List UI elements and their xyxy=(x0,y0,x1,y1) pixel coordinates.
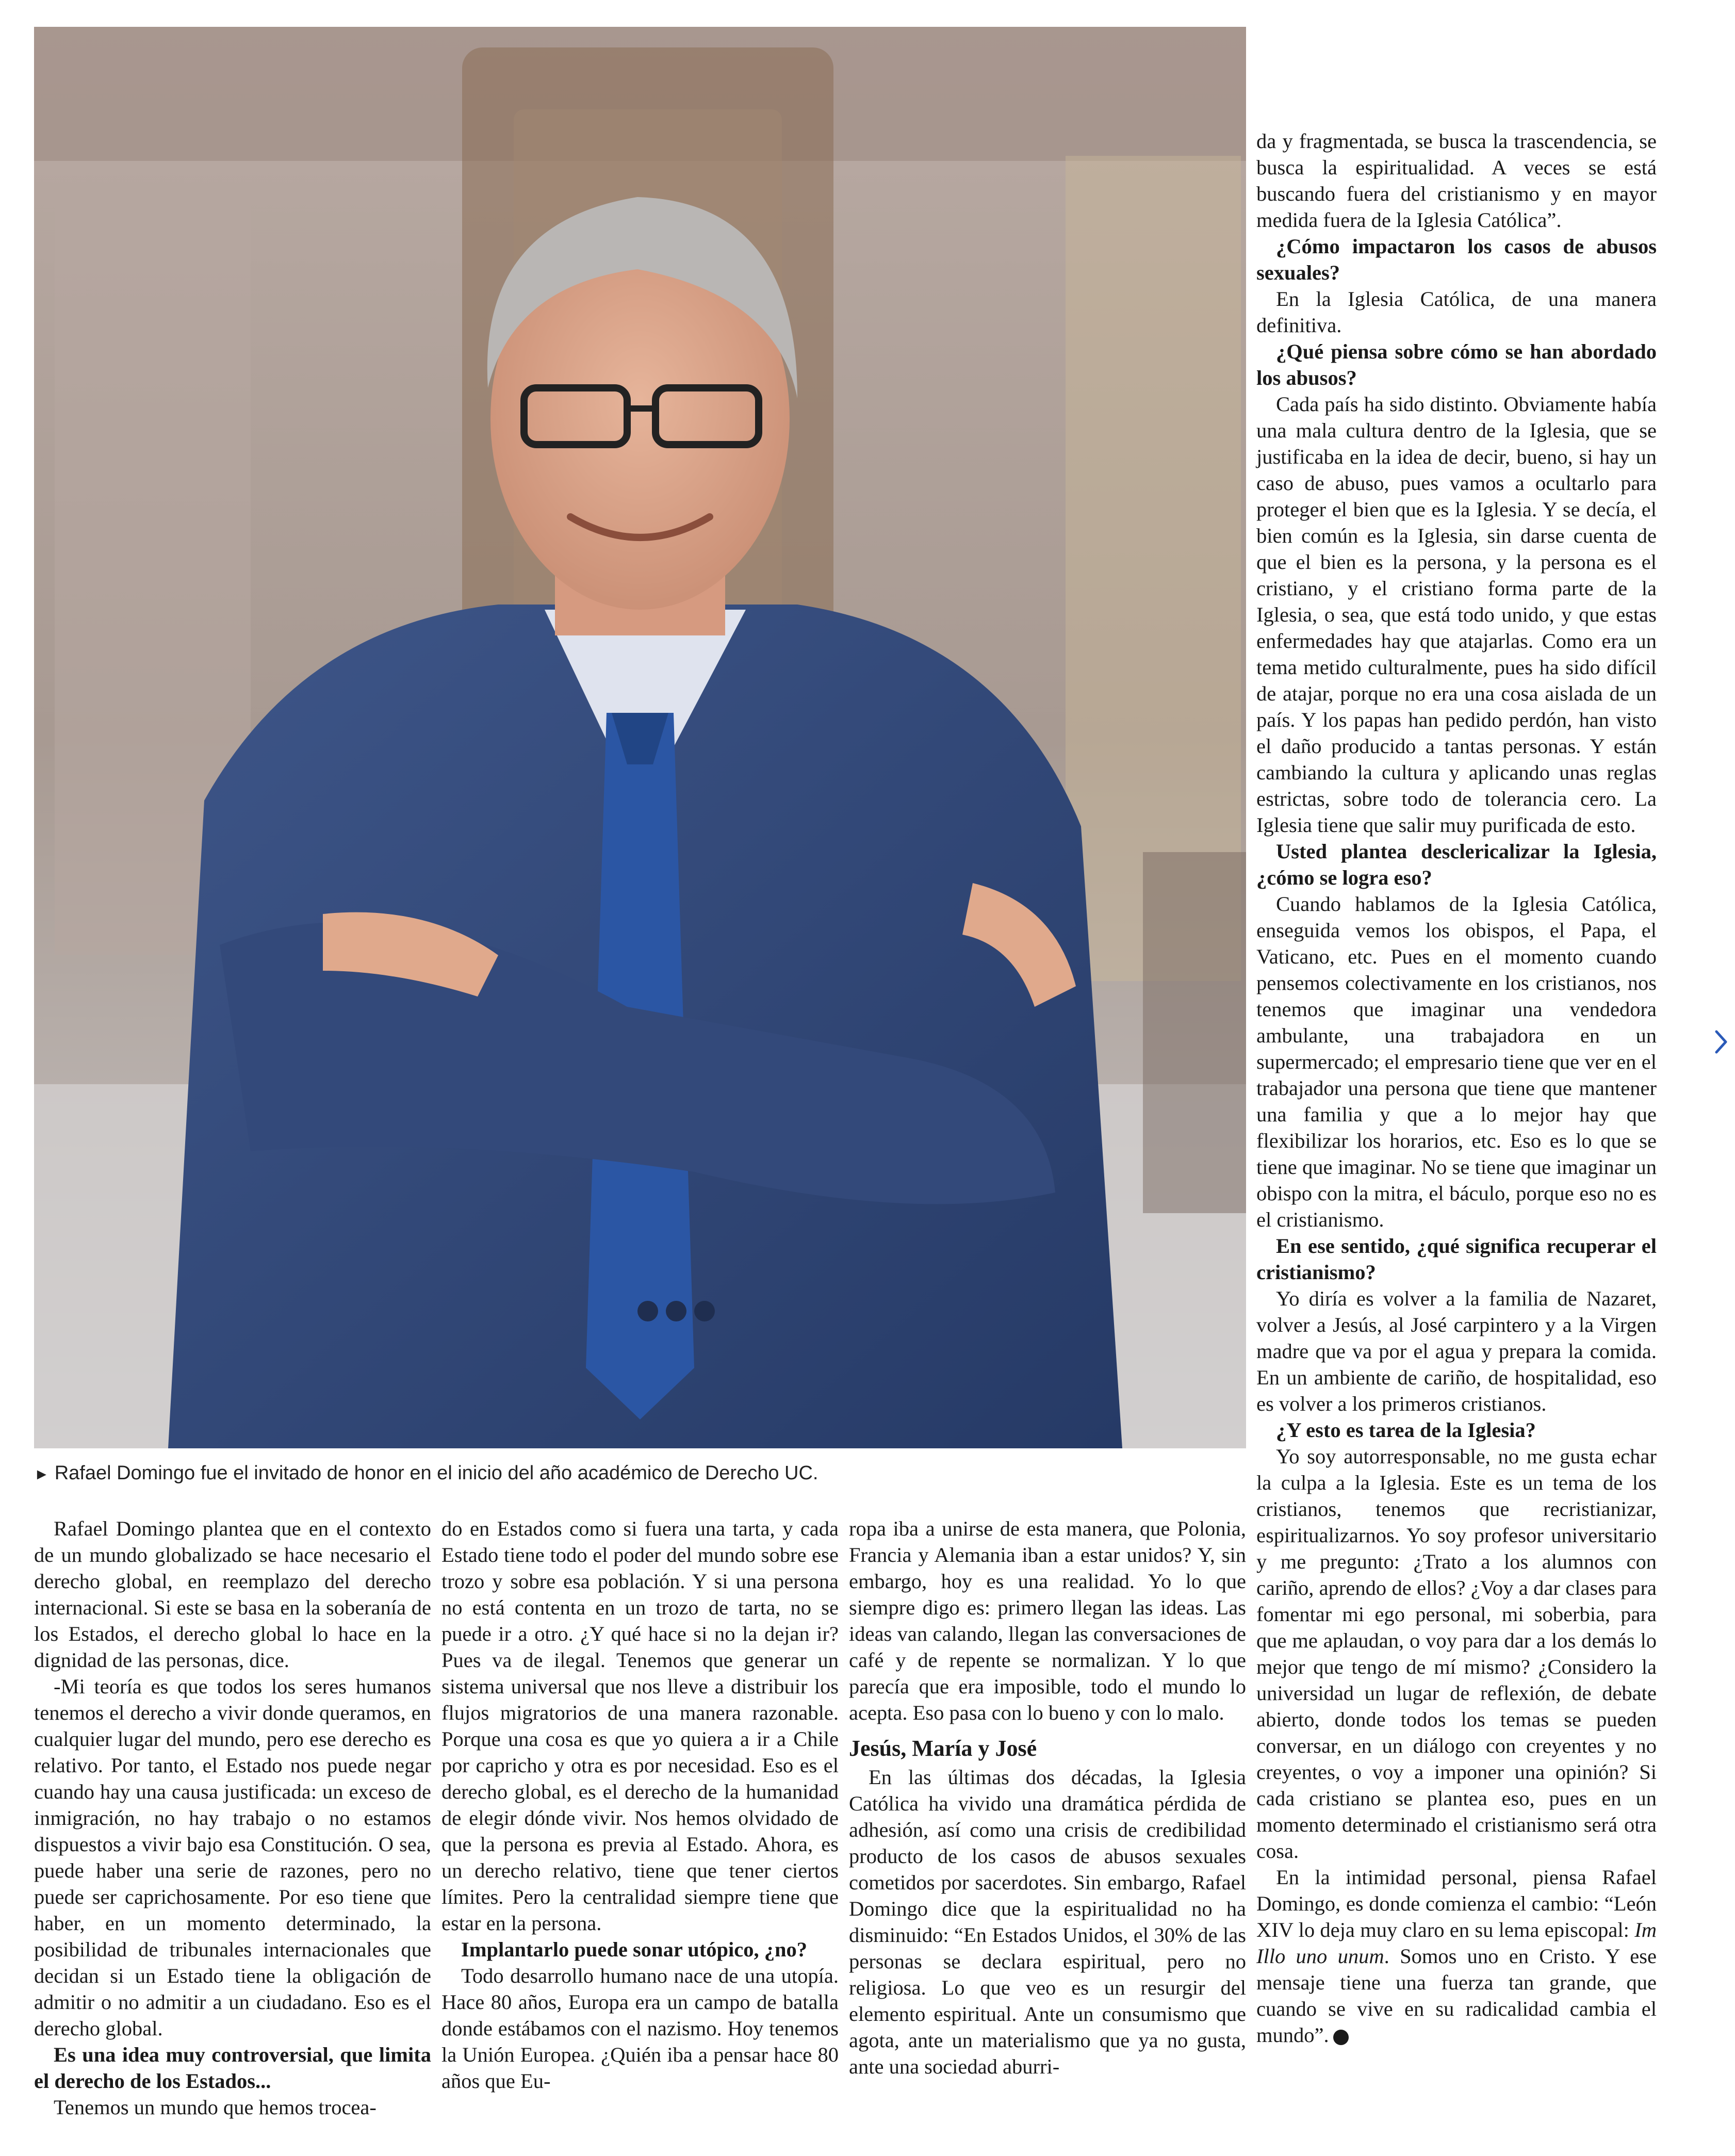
interview-question: En ese sentido, ¿qué significa recuperar el cristianismo? xyxy=(1256,1234,1657,1284)
closing-text-a: En la intimidad personal, piensa Rafael Domingo, es donde comienza el cambio: “León XIV lo deja muy claro en su lema episcopal: xyxy=(1256,1866,1657,1941)
interview-question: ¿Y esto es tarea de la Iglesia? xyxy=(1276,1418,1536,1442)
chevron-right-icon xyxy=(1713,1026,1729,1057)
photo-caption xyxy=(34,1458,1246,1489)
paragraph: Cuando hablamos de la Iglesia Católica, enseguida vemos los obispos, el Papa, el Vaticano, etc. Pues en el momento cuando pensemos colectivamente en los cristianos, nos tenemos que imaginar una vendedora ambulante, una trabajadora en un supermercado; el empresario tiene que ver en el trabajador una persona que tiene que mantener una familia y que a lo mejor hay que flexibilizar los horarios, etc. Eso es lo que se tiene que imaginar. No se tiene que imaginar un obispo con la mitra, el báculo, porque eso no es el cristianismo. xyxy=(1256,892,1657,1231)
paragraph: do en Estados como si fuera una tarta, y cada Estado tiene todo el poder del mundo sobre ese trozo y sobre esa población. Y si una persona no está contenta en un trozo de tarta, no se puede ir a otro. ¿Y qué hace si no la dejan ir? Pues va de ilegal. Tenemos que generar un sistema universal que nos lleve a distribuir los flujos migratorios de una manera razonable. Porque una cosa es que yo quiera a ir a Chile por capricho y otra es por necesidad. Eso es el derecho global, es el derecho de la humanidad de elegir dónde vivir. Nos hemos olvidado de que la persona es previa al Estado. Ahora, es un derecho relativo, tiene que tener ciertos límites. Pero la centralidad siempre tiene que estar en la persona. xyxy=(441,1517,839,1935)
article-column-1 xyxy=(34,1515,431,2134)
closing-paragraph xyxy=(1256,1864,1657,2048)
paragraph: -Mi teoría es que todos los seres humanos tenemos el derecho a vivir donde queramos, en cualquier lugar del mundo, pero ese derecho es relativo. Por tanto, el Estado nos puede negar cuando hay una causa justificada: un exceso de inmigración, no hay trabajo o no estamos dispuestos a vivir bajo esa Constitución. O sea, puede haber una serie de razones, pero no puede ser caprichosamente. Por eso tiene que haber, en un momento determinado, la posibilidad de tribunales internacionales que decidan si un Estado tiene la obligación de admitir o no admitir a un ciudadano. Eso es el derecho global. xyxy=(34,1675,431,2040)
paragraph: Rafael Domingo plantea que en el contexto de un mundo globalizado se hace necesario el derecho global, en reemplazo del derecho internacional. Si este se basa en la soberanía de los Estados, el derecho global lo hace en la dignidad de las personas, dice. xyxy=(34,1517,431,1672)
interview-question: ¿Cómo impactaron los casos de abusos sexuales? xyxy=(1256,235,1657,284)
interview-question: Es una idea muy controversial, que limita el derecho de los Estados... xyxy=(34,2043,431,2093)
paragraph: Yo diría es volver a la familia de Nazaret, volver a Jesús, al José carpintero y a la Virgen madre que va por el agua y prepara la comida. En un ambiente de cariño, de hospitalidad, eso es volver a los primeros cristianos. xyxy=(1256,1287,1657,1415)
article-column-4 xyxy=(1256,128,1657,2134)
paragraph: En las últimas dos décadas, la Iglesia Católica ha vivido una dramática pérdida de adhesión, así como una crisis de credibilidad producto de los casos de abusos sexuales cometidos por sacerdotes. Sin embargo, Rafael Domingo dice que la espiritualidad no ha disminuido: “En Estados Unidos, el 30% de las personas se declara espiritual, pero no religiosa. Lo que veo es un resurgir del elemento espiritual. Ante un consumismo que agota, ante un materialismo que ya no gusta, ante una sociedad aburri- xyxy=(849,1766,1246,2078)
closing-text-b: . Somos uno en Cristo. Y ese mensaje tiene una fuerza tan grande, que cuando se vive en su radicalidad cambia el mundo”. xyxy=(1256,1945,1657,2047)
interview-question: ¿Qué piensa sobre cómo se han abordado los abusos? xyxy=(1256,340,1657,389)
paragraph: Cada país ha sido distinto. Obviamente había una mala cultura dentro de la Iglesia, que se justificaba en la idea de decir, bueno, si hay un caso de abuso, pues vamos a ocultarlo para proteger el bien que es la Iglesia. Y se decía, el bien común es la Iglesia, sin darse cuenta de que el bien es la persona, y la persona es el cristiano, y el cristiano forma parte de la Iglesia, o sea, que está todo unido, y que estas enfermedades hay que atajarlas. Como era un tema metido culturalmente, pues ha sido difícil de atajar, porque no era una cosa aislada de un país. Y los papas han pedido perdón, han visto el daño producido a tantas personas. Y están cambiando la cultura y aplicando unas reglas estrictas, sobre todo de tolerancia cero. La Iglesia tiene que salir muy purificada de esto. xyxy=(1256,393,1657,837)
caption-arrow-icon: ► xyxy=(34,1466,50,1483)
end-mark-icon xyxy=(1333,2030,1349,2045)
next-page-button[interactable] xyxy=(1713,1026,1729,1057)
section-heading: Jesús, María y José xyxy=(849,1736,1037,1761)
paragraph: Yo soy autorresponsable, no me gusta echar la culpa a la Iglesia. Este es un tema de los cristianos, tenemos que recristianizar, espiritualizarnos. Yo soy profesor universitario y me pregunto: ¿Trato a los alumnos con cariño, aprendo de ellos? ¿Voy a dar clases para fomentar mi ego personal, mi soberbia, para que me aplaudan, o voy para dar a los demás lo mejor que tengo de mí mismo? ¿Considero la universidad un lugar de reflexión, de debate abierto, donde todos los temas se pueden conversar, en un diálogo con creyentes y no creyentes, o voy a imponer una opinión? Si cada cristiano se plantea eso, pues en un momento determinado el cristianismo será otra cosa. xyxy=(1256,1445,1657,1863)
paragraph: da y fragmentada, se busca la trascendencia, se busca la espiritualidad. A veces se está buscando fuera del cristianismo y en mayor medida fuera de la Iglesia Católica”. xyxy=(1256,129,1657,232)
article-column-2 xyxy=(441,1515,839,2134)
paragraph: Tenemos un mundo que hemos trocea- xyxy=(54,2096,377,2119)
portrait-illustration xyxy=(34,27,1246,1448)
article-photo xyxy=(34,27,1246,1448)
interview-question: Usted plantea desclericalizar la Iglesia, ¿cómo se logra eso? xyxy=(1256,840,1657,889)
article-column-3 xyxy=(849,1515,1246,2134)
paragraph: En la Iglesia Católica, de una manera definitiva. xyxy=(1256,287,1657,337)
paragraph: Todo desarrollo humano nace de una utopía. Hace 80 años, Europa era un campo de batalla donde estábamos con el nazismo. Hoy tenemos la Unión Europea. ¿Quién iba a pensar hace 80 años que Eu- xyxy=(441,1964,839,2093)
interview-question: Implantarlo puede sonar utópico, ¿no? xyxy=(461,1938,807,1961)
caption-text: Rafael Domingo fue el invitado de honor en el inicio del año académico de Derecho UC. xyxy=(54,1462,819,1484)
paragraph: ropa iba a unirse de esta manera, que Polonia, Francia y Alemania iban a estar unidos? Y, sin embargo, hoy es una realidad. Yo lo que siempre digo es: primero llegan las ideas. Las ideas van calando, llegan las conversaciones de café y de repente se normalizan. Y lo que parecía que era imposible, todo el mundo lo acepta. Eso pasa con lo bueno y con lo malo. xyxy=(849,1517,1246,1724)
episcopal-motto: Im Illo uno unum xyxy=(1256,1918,1657,1968)
